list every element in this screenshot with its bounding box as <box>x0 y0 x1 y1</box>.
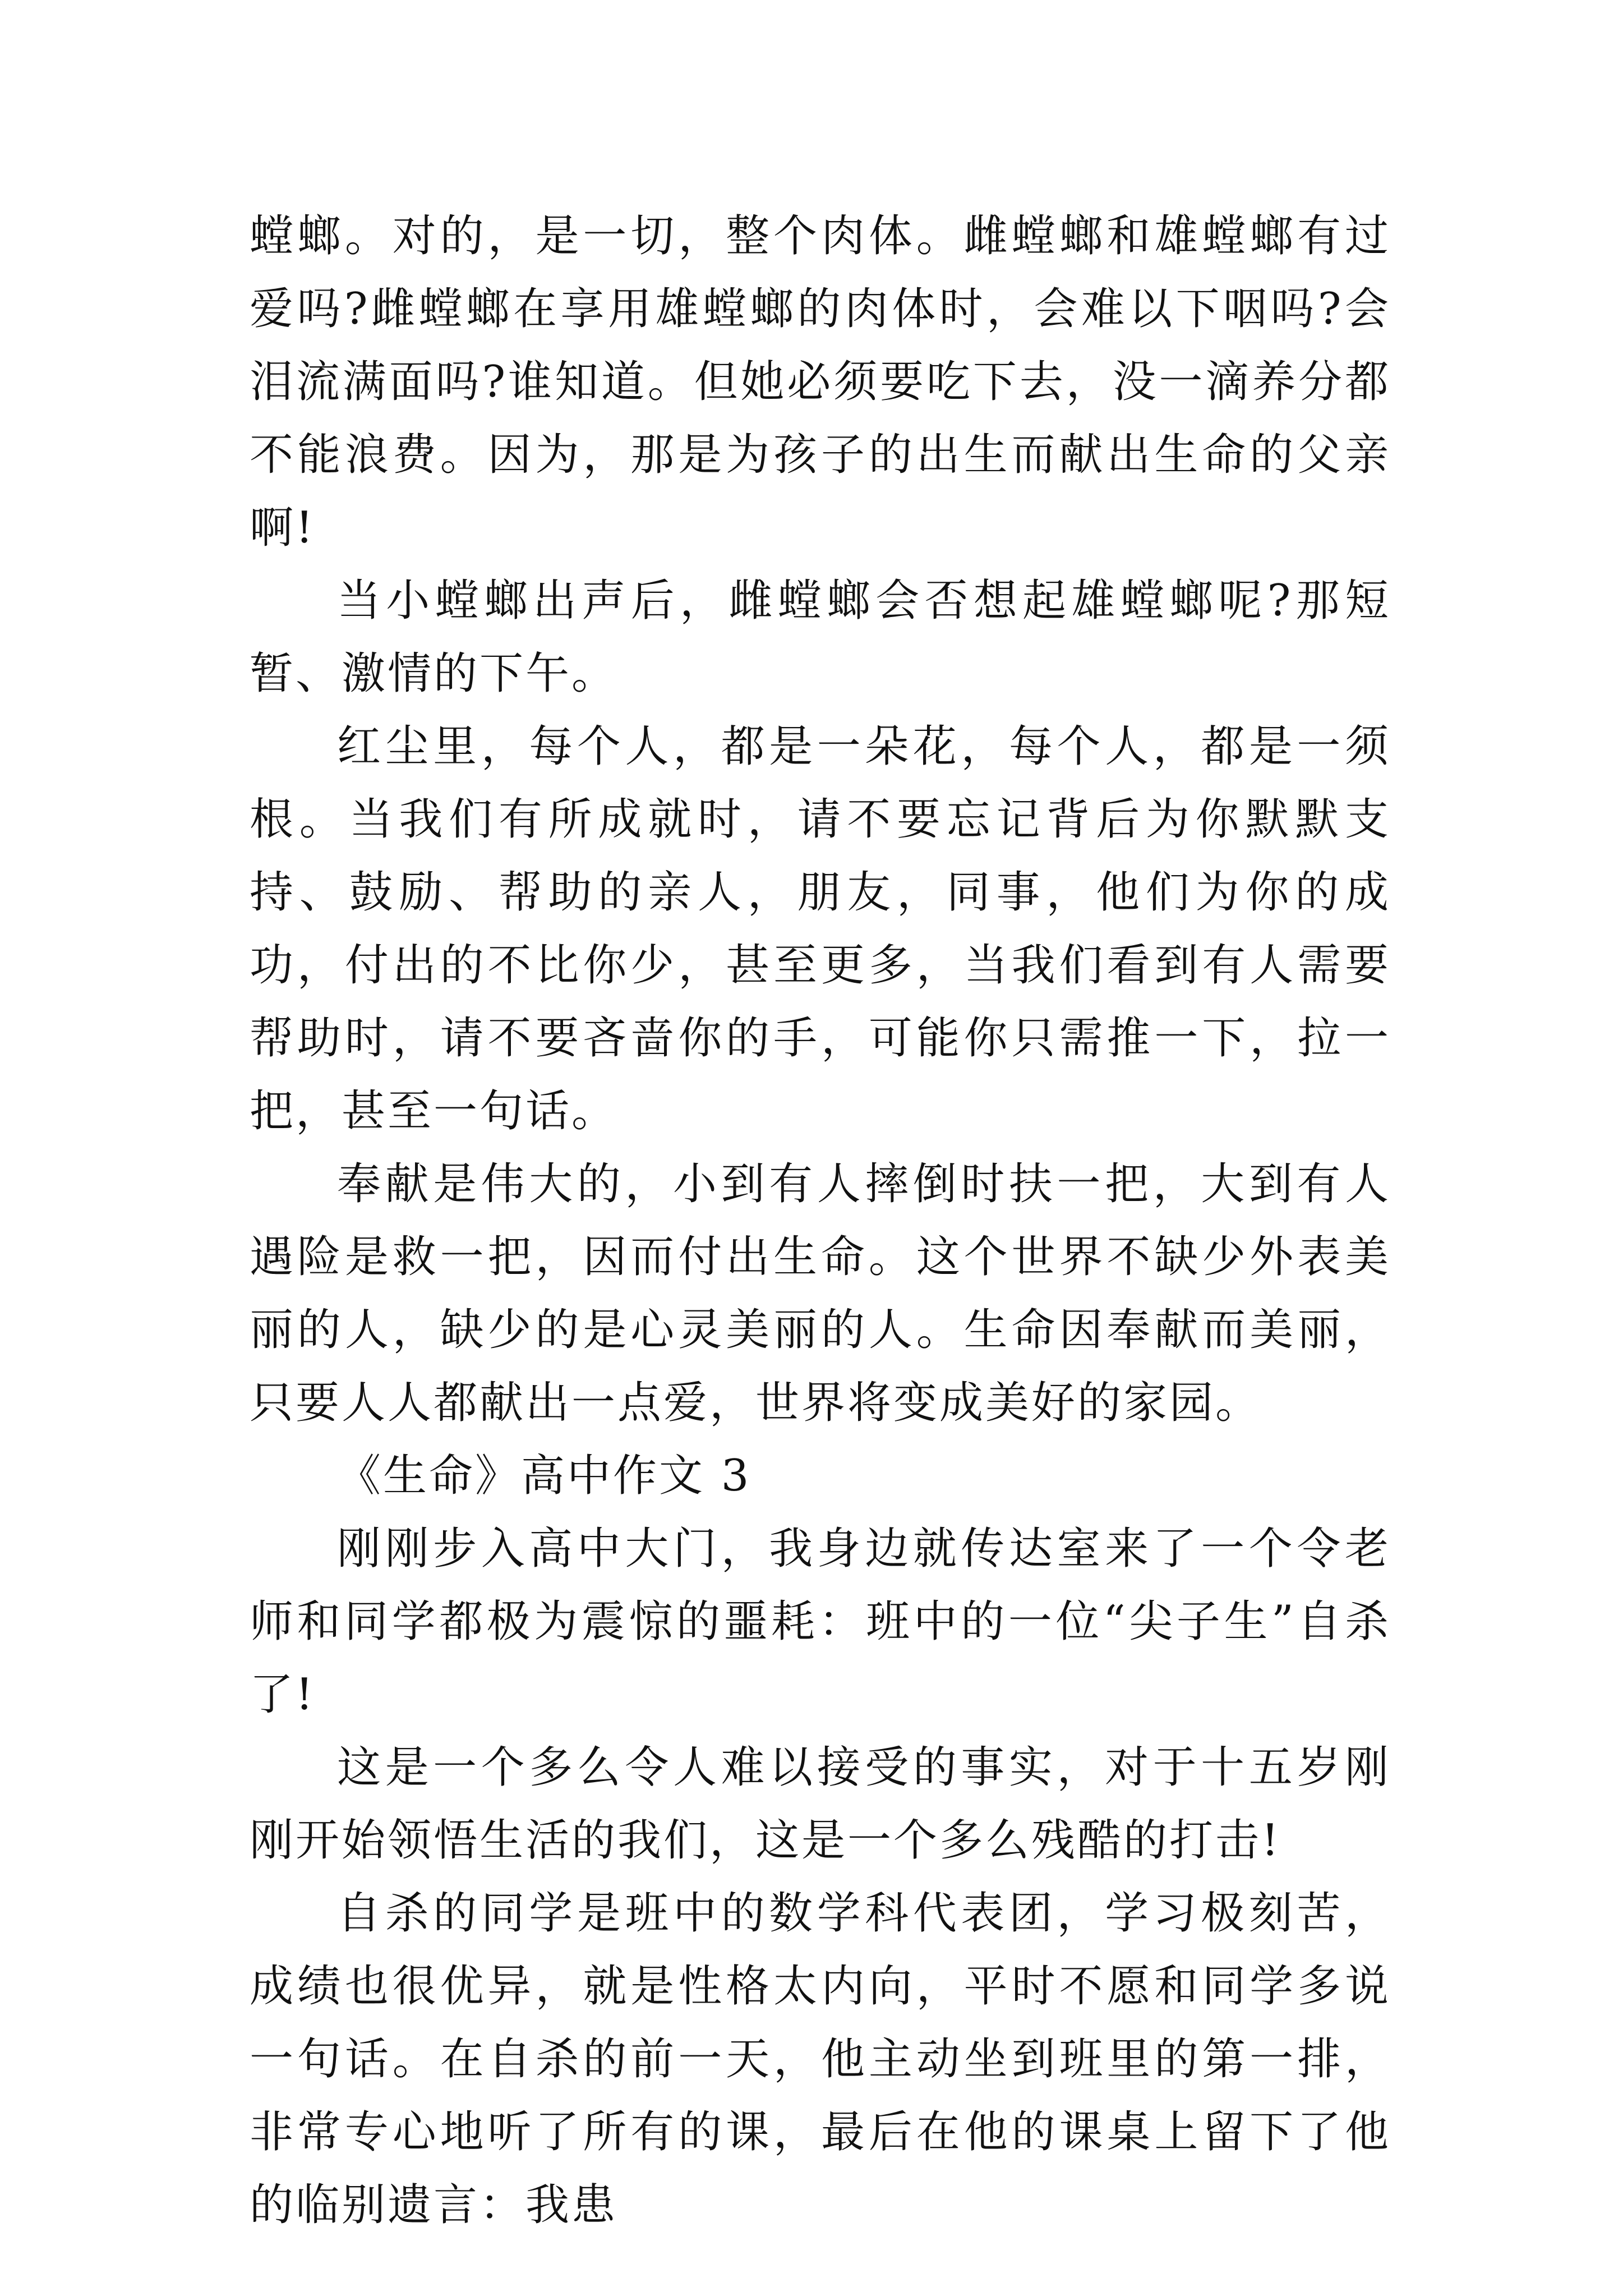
paragraph-5: 刚刚步入高中大门，我身边就传达室来了一个令老师和同学都极为震惊的噩耗：班中的一位“尖子生”自杀了! <box>250 1524 1391 1720</box>
paragraph-6: 这是一个多么令人难以接受的事实，对于十五岁刚刚开始领悟生活的我们，这是一个多么残酷的打击! <box>250 1742 1391 1866</box>
paragraph-7: 自杀的同学是班中的数学科代表团，学习极刻苦，成绩也很优异，就是性格太内向，平时不愿和同学多说一句话。在自杀的前一天，他主动坐到班里的第一排，非常专心地听了所有的课，最后在他的课桌上留下了他的临别遗言：我患 <box>250 1888 1391 2230</box>
section-heading: 《生命》高中作文 3 <box>337 1451 751 1501</box>
paragraph-3: 红尘里，每个人，都是一朵花，每个人，都是一须根。当我们有所成就时，请不要忘记背后为你默默支持、鼓励、帮助的亲人，朋友，同事，他们为你的成功，付出的不比你少，甚至更多，当我们看到有人需要帮助时，请不要吝啬你的手，可能你只需推一下，拉一把，甚至一句话。 <box>250 721 1391 1137</box>
document-body <box>250 200 1391 2242</box>
paragraph-1: 螳螂。对的，是一切，整个肉体。雌螳螂和雄螳螂有过爱吗?雌螳螂在享用雄螳螂的肉体时，会难以下咽吗?会泪流满面吗?谁知道。但她必须要吃下去，没一滴养分都不能浪费。因为，那是为孩子的出生而献出生命的父亲啊! <box>250 211 1391 553</box>
paragraph-4: 奉献是伟大的，小到有人摔倒时扶一把，大到有人遇险是救一把，因而付出生命。这个世界不缺少外表美丽的人，缺少的是心灵美丽的人。生命因奉献而美丽，只要人人都献出一点爱，世界将变成美好的家园。 <box>250 1159 1391 1428</box>
paragraph-2: 当小螳螂出声后，雌螳螂会否想起雄螳螂呢?那短暂、激情的下午。 <box>250 576 1391 699</box>
